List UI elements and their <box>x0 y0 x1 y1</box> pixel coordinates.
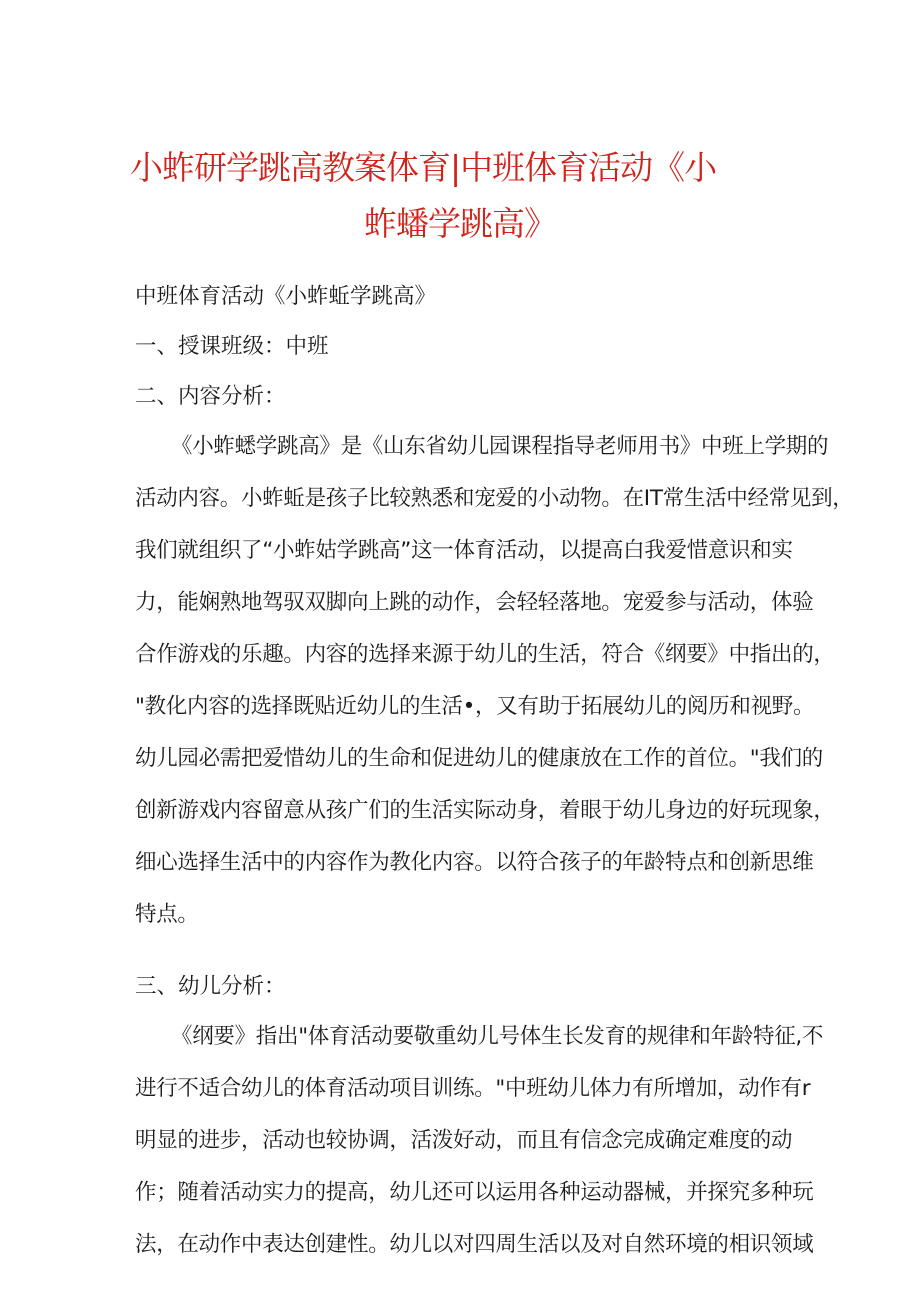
title-line-2: 蚱蟠学跳高》 <box>364 204 556 243</box>
document-body <box>135 282 854 1302</box>
paragraph-line: 特点。 <box>135 902 199 927</box>
document-title <box>130 140 730 252</box>
paragraph-line: 活动内容。小蚱蚯是孩子比较熟悉和宠爱的小动物。在IT常生活中经常见到， <box>135 486 854 511</box>
paragraph-line: 幼儿园必需把爱惜幼儿的生命和促进幼儿的健康放在工作的首位。"我们的 <box>135 746 823 771</box>
section-heading-class: 一、授课班级：中班 <box>135 334 329 359</box>
paragraph-line: 细心选择生活中的内容作为教化内容。以符合孩子的年龄特点和创新思维 <box>135 850 814 875</box>
paragraph-line: 合作游戏的乐趣。内容的选择来源于幼儿的生活，符合《纲要》中指出的， <box>135 642 835 667</box>
paragraph-line: 《纲要》指出"体育活动要敬重幼儿号体生长发育的规律和年龄特征,不 <box>171 1024 824 1049</box>
paragraph-line: "教化内容的选择既贴近幼儿的生活•，又有助于拓展幼儿的阅历和视野。 <box>135 694 815 719</box>
paragraph-line: 《小蚱蟋学跳高》是《山东省幼儿园课程指导老师用书》中班上学期的 <box>171 434 829 459</box>
section-heading-child-analysis: 三、幼儿分析： <box>135 974 286 999</box>
paragraph-line: 进行不适合幼儿的体育活动项目训练。"中班幼儿体力有所增加，动作有r <box>135 1076 811 1101</box>
paragraph-line: 法，在动作中表达创建性。幼儿以对四周生活以及对自然环境的相识领域 <box>135 1232 814 1257</box>
paragraph-line: 创新游戏内容留意从孩广们的生活实际动身，着眼于幼儿身边的好玩现象， <box>135 798 835 823</box>
paragraph-line: 明显的进步，活动也较协调，活泼好动，而且有信念完成确定难度的动 <box>135 1128 793 1153</box>
section-heading-content-analysis: 二、内容分析： <box>135 384 286 409</box>
title-line-1: 小蚱研学跳高教案体育|中班体育活动《小 <box>130 148 717 187</box>
paragraph-line: 作；随着活动实力的提高，幼儿还可以运用各种运动器械，并探究多种玩 <box>135 1180 814 1205</box>
content-analysis-paragraph <box>135 432 854 952</box>
paragraph-line: 力，能娴熟地驾驭双脚向上跳的动作，会轻轻落地。宠爱参与活动，体验 <box>135 590 814 615</box>
subtitle: 中班体育活动《小蚱蚯学跳高》 <box>135 284 437 309</box>
child-analysis-paragraph <box>135 1022 824 1282</box>
paragraph-line: 我们就组织了“小蚱姑学跳高”这一体育活动，以提高白我爱惜意识和实 <box>135 538 793 563</box>
